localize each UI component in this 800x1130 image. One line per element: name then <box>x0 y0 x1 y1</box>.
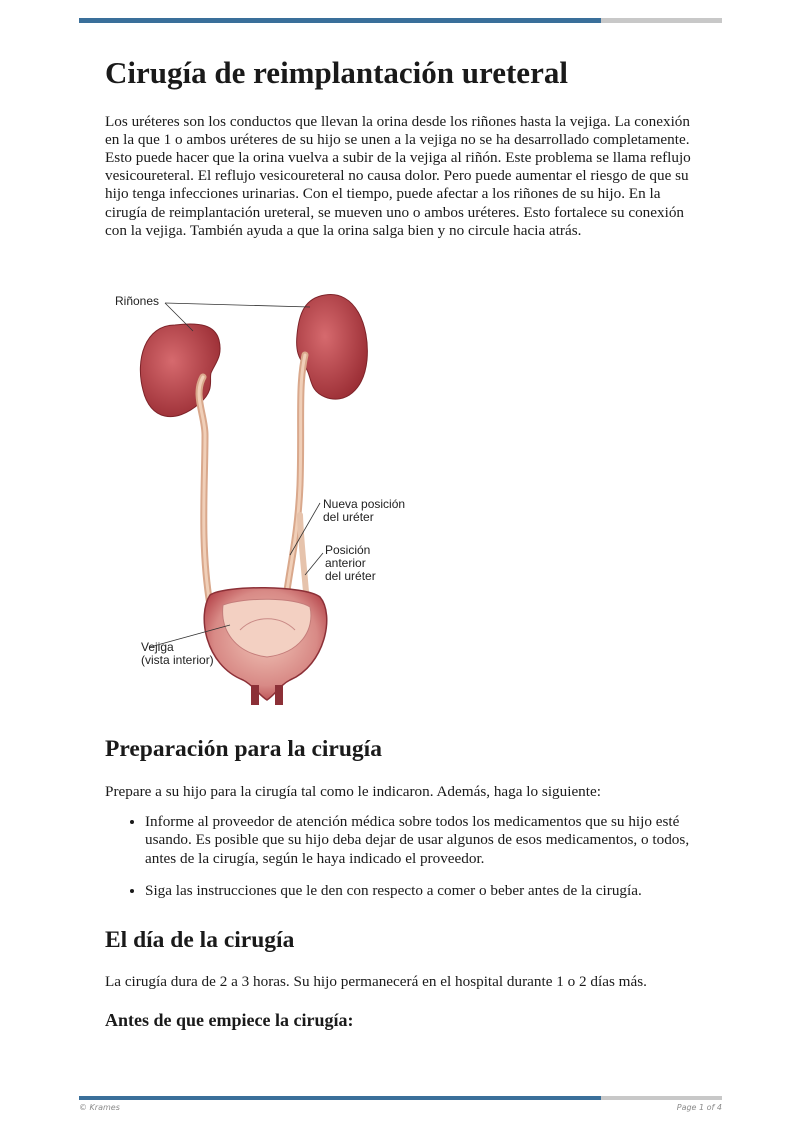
top-progress-bar <box>79 18 722 23</box>
preparation-intro: Prepare a su hijo para la cirugía tal como le indicaron. Además, haga lo siguiente: <box>105 783 601 800</box>
right-kidney <box>297 295 368 400</box>
surgery-day-text: La cirugía dura de 2 a 3 horas. Su hijo permanecerá en el hospital durante 1 o 2 días más. <box>105 973 647 990</box>
subheading-before-surgery: Antes de que empiece la cirugía: <box>105 1010 354 1031</box>
section-surgery-day <box>105 927 695 1031</box>
kidneys-label: Riñones <box>115 294 160 308</box>
bottom-progress-bar <box>79 1096 722 1100</box>
kidney-ureter-illustration <box>105 285 435 705</box>
footer-copyright: © Krames <box>79 1103 120 1112</box>
document-content <box>105 55 695 240</box>
list-item: • Siga las instrucciones que le den con respecto a comer o beber antes de la cirugía. <box>145 882 695 900</box>
intro-paragraph: Los uréteres son los conductos que llevan la orina desde los riñones hasta la vejiga. La conexión en la que 1 o ambos uréteres de su hijo se unen a la vejiga no se ha desarrollado completamente. Esto puede hacer que la orina vuelva a subir de la vejiga al riñón. Este problema se llama reflujo vesicoureteral. El reflujo vesicoureteral no causa dolor. Pero puede aumentar el riesgo de que su hijo tenga infecciones urinarias. Con el tiempo, puede afectar a los riñones de su hijo. En la cirugía de reimplantación ureteral, se mueven uno o ambos uréteres. Esto fortalece su conexión con la vejiga. También ayuda a que la orina salga bien y no circule hacia atrás. <box>105 112 691 239</box>
section-preparation <box>105 736 695 900</box>
section-heading-surgery-day: El día de la cirugía <box>105 927 295 953</box>
left-kidney <box>140 324 220 417</box>
preparation-list <box>105 813 695 900</box>
section-heading-preparation: Preparación para la cirugía <box>105 736 382 762</box>
page-title: Cirugía de reimplantación ureteral <box>105 55 568 90</box>
new-position-label: Nueva posición del uréter <box>323 497 406 524</box>
bottom-progress-fill <box>79 1096 601 1100</box>
bladder-label: Vejiga (vista interior) <box>141 640 214 667</box>
old-position-label: Posición anterior del uréter <box>325 543 376 583</box>
footer-page-number: Page 1 of 4 <box>676 1103 722 1112</box>
list-item: • Informe al proveedor de atención médica sobre todos los medicamentos que su hijo esté usando. Es posible que su hijo deba dejar de usar algunos de esos medicamentos, o todos, antes de la cirugía, según le haya indicado el proveedor. <box>145 813 695 868</box>
top-progress-fill <box>79 18 601 23</box>
